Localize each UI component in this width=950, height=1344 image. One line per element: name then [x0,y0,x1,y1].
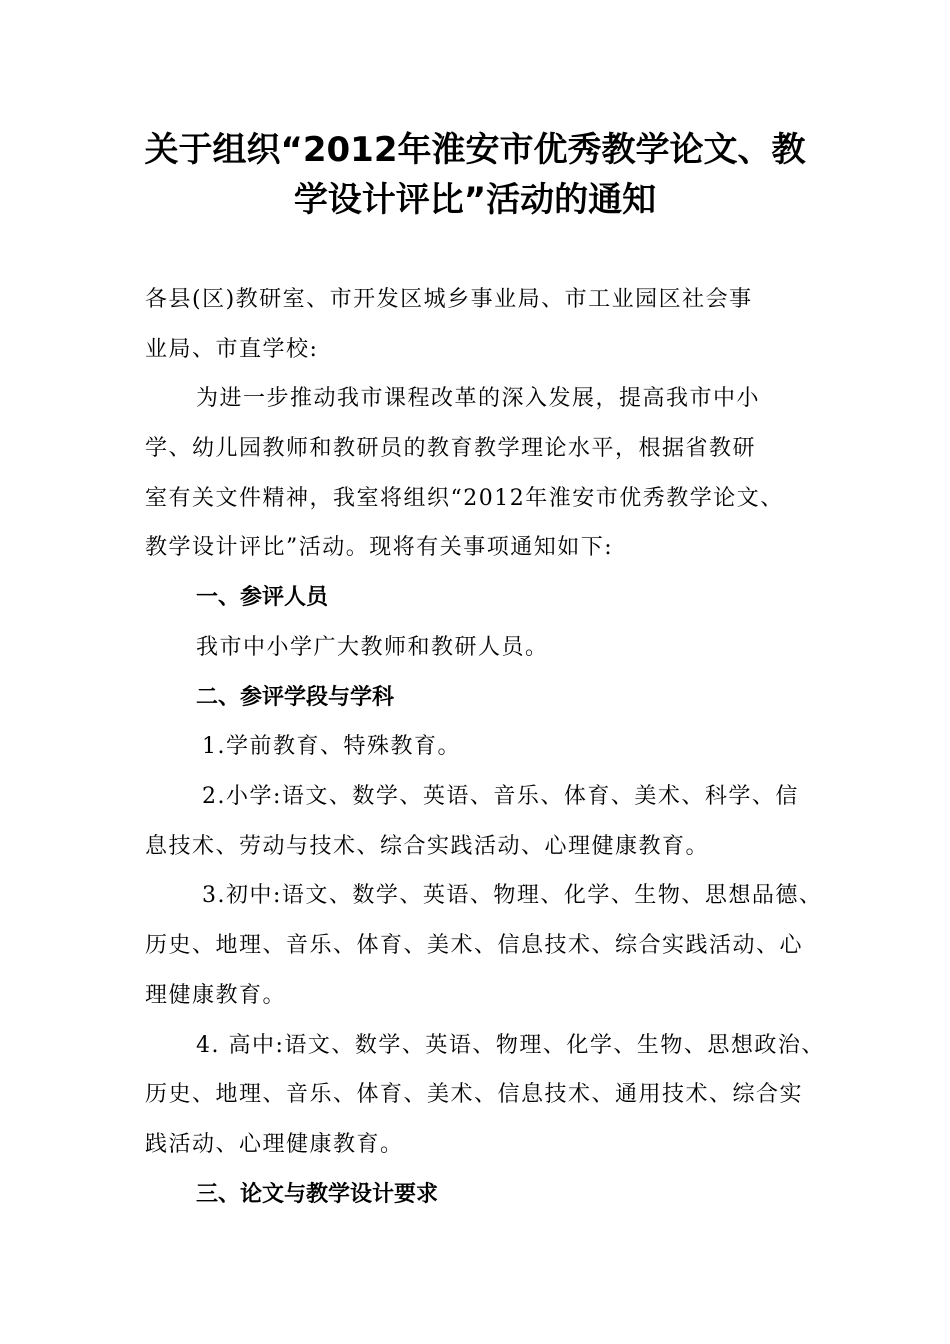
document-title-line-1: 关于组织“2012年淮安市优秀教学论文、教 [144,130,806,170]
section-heading-3: 三、论文与教学设计要求 [196,1182,439,1207]
section-heading-2: 二、参评学段与学科 [196,685,395,710]
section-heading-1: 一、参评人员 [196,585,329,610]
salutation-line-1: 各县(区)教研室、市开发区城乡事业局、市工业园区社会事 [145,287,753,312]
list-item-3-line-2: 历史、地理、音乐、体育、美术、信息技术、综合实践活动、心 [145,933,804,958]
list-item-2-line-2: 息技术、劳动与技术、综合实践活动、心理健康教育。 [145,834,710,859]
list-item-3-line-3: 理健康教育。 [145,983,287,1008]
intro-line-4: 教学设计评比”活动。现将有关事项通知如下: [145,535,614,560]
list-item-3-line-1: 3.初中:语文、数学、英语、物理、化学、生物、思想品德、 [202,883,823,908]
document-title-line-2: 学设计评比”活动的通知 [293,180,657,220]
salutation-line-2: 业局、市直学校: [145,337,319,362]
list-item-4-line-1: 4. 高中:语文、数学、英语、物理、化学、生物、思想政治、 [196,1033,825,1058]
list-item-4-line-2: 历史、地理、音乐、体育、美术、信息技术、通用技术、综合实 [145,1082,804,1107]
list-item-4-line-3: 践活动、心理健康教育。 [145,1132,404,1157]
section-1-text: 我市中小学广大教师和教研人员。 [196,635,549,660]
list-item-1: 1.学前教育、特殊教育。 [202,734,461,759]
list-item-2-line-1: 2.小学:语文、数学、英语、音乐、体育、美术、科学、信 [202,784,799,809]
intro-line-3: 室有关文件精神，我室将组织“2012年淮安市优秀教学论文、 [145,486,784,511]
intro-line-2: 学、幼儿园教师和教研员的教育教学理论水平，根据省教研 [145,436,757,461]
intro-line-1: 为进一步推动我市课程改革的深入发展，提高我市中小 [196,386,761,411]
